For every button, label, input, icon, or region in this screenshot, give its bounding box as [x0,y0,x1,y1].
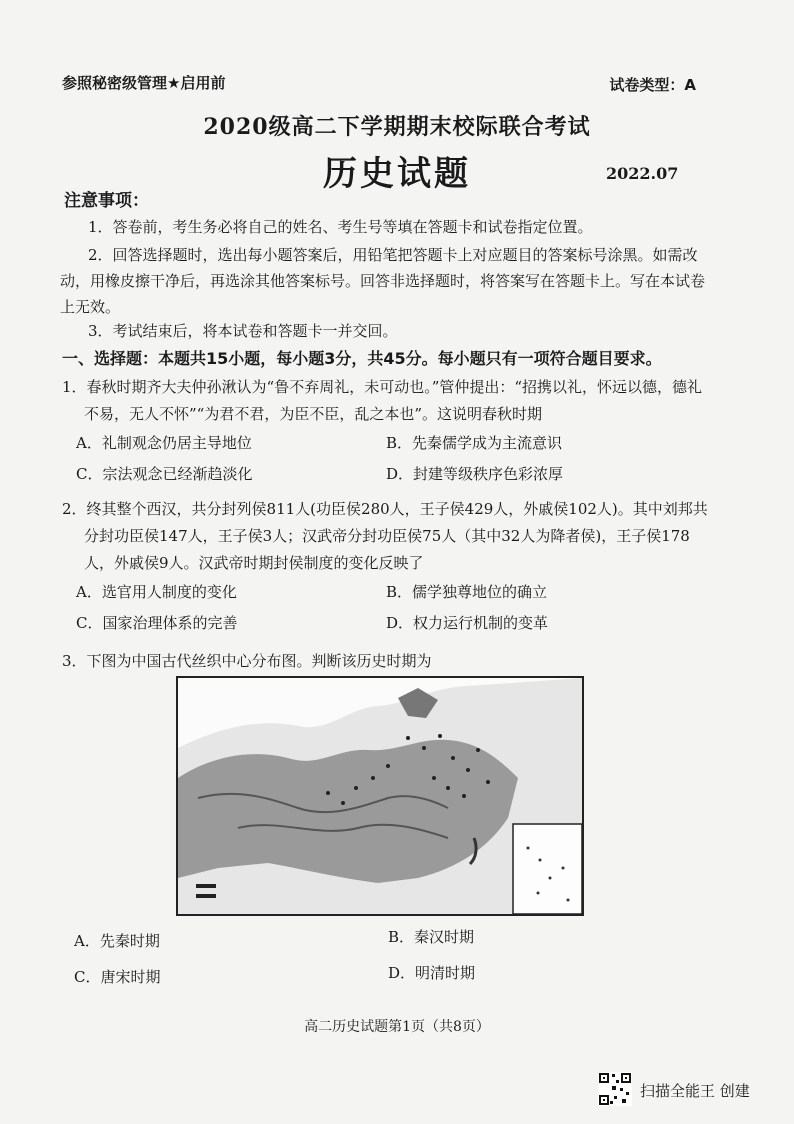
option-b: B．先秦儒学成为主流意识 [386,434,563,452]
question-3 [62,648,712,675]
exam-title: 2020级高二下学期期末校际联合考试 [203,114,591,140]
confidentiality-label: 参照秘密级管理★启用前 [62,74,226,92]
option-b: B．秦汉时期 [388,928,475,946]
section-heading: 一、选择题：本题共15小题，每小题3分，共45分。每小题只有一项符合题目要求。 [62,349,662,368]
paper-type-label: 试卷类型：A [609,76,696,94]
option-c: C．唐宋时期 [74,968,161,986]
exam-date: 2022.07 [606,164,679,183]
option-c: C．国家治理体系的完善 [76,614,238,632]
notice-heading: 注意事项： [64,191,149,211]
notice-item-2: 2．回答选择题时，选出每小题答案后，用铅笔把答题卡上对应题目的答案标号涂黑。如需改动，用橡皮擦干净后，再选涂其他答案标号。回答非选择题时，将答案写在答题卡上。写在本试卷上无效。 [60,246,706,316]
scanner-watermark: 扫描全能王 创建 [640,1082,750,1100]
notice-item-3: 3．考试结束后，将本试卷和答题卡一并交回。 [88,322,398,340]
option-a: A．先秦时期 [74,932,160,950]
question-stem: 2．终其整个西汉，共分封列侯811人(功臣侯280人，王子侯429人，外戚侯102人)。其中刘邦共分封功臣侯147人，王子侯3人；汉武帝分封功臣侯75人（其中32人为降者侯)，王子侯178人，外戚侯9人。汉武帝时期封侯制度的变化反映了 [62,500,708,572]
option-a: A．礼制观念仍居主导地位 [76,434,252,452]
subject-title: 历史试题 [323,154,471,194]
question-2 [62,496,712,637]
silk-center-map [176,676,584,916]
option-d: D．权力运行机制的变革 [386,614,549,632]
option-d: D．明清时期 [388,964,476,982]
map-graphic [178,678,582,914]
page-footer: 高二历史试题第1页（共8页） [304,1019,490,1035]
question-stem: 1．春秋时期齐大夫仲孙湫认为“鲁不弃周礼，未可动也。”管仲提出：“招携以礼，怀远以德，德礼不易，无人不怀”“为君不君，为臣不臣，乱之本也”。这说明春秋时期 [62,378,703,423]
qr-code-icon [598,1072,632,1106]
option-b: B．儒学独尊地位的确立 [386,583,548,601]
notice-item-1: 1．答卷前，考生务必将自己的姓名、考生号等填在答题卡和试卷指定位置。 [88,218,593,236]
question-1 [62,374,712,488]
option-c: C．宗法观念已经渐趋淡化 [76,465,253,483]
option-d: D．封建等级秩序色彩浓厚 [386,465,564,483]
question-stem: 3．下图为中国古代丝织中心分布图。判断该历史时期为 [62,652,432,670]
option-a: A．选官用人制度的变化 [76,583,237,601]
